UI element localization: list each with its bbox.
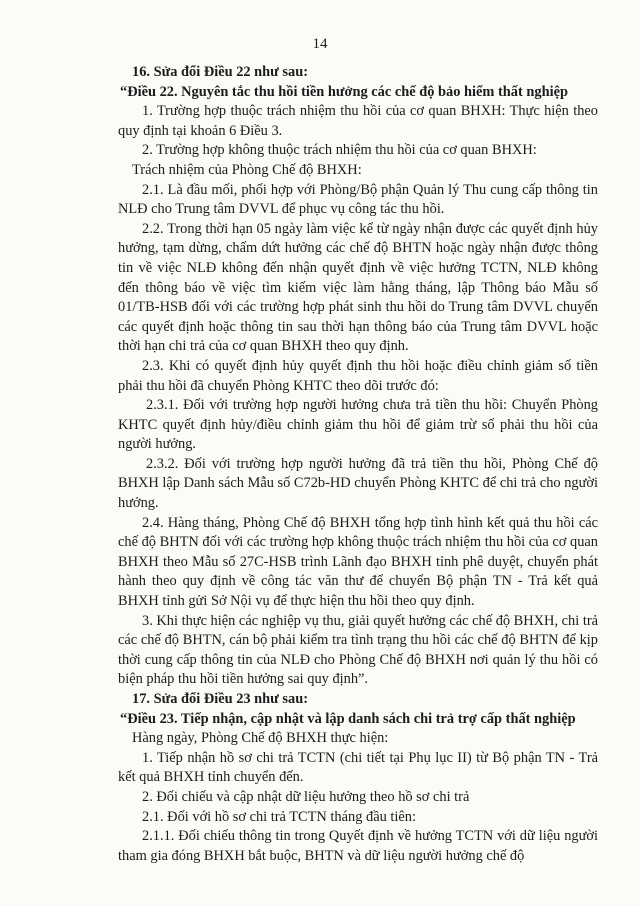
paragraph: 2. Trường hợp không thuộc trách nhiệm thu hồi của cơ quan BHXH: (142, 142, 537, 159)
article-22-title: “Điều 22. Nguyên tắc thu hồi tiền hưởng các chế độ bảo hiểm thất nghiệp (120, 83, 568, 100)
paragraph: 3. Khi thực hiện các nghiệp vụ thu, giải quyết hưởng các chế độ BHXH, chi trả các chế độ BHTN, cán bộ phải kiểm tra tình trạng thu hồi các chế độ BHTN để kịp thời cung cấp thông tin của NLĐ cho Phòng Chế độ BHXH nơi quản lý thu hồi có biện pháp thu hồi tiền hưởng sai quy định”. (118, 612, 599, 688)
paragraph: 2.1. Là đầu mối, phối hợp với Phòng/Bộ phận Quản lý Thu cung cấp thông tin NLĐ cho Trung tâm DVVL để phục vụ công tác thu hồi. (118, 181, 598, 218)
document-body (118, 63, 598, 866)
paragraph: 2.2. Trong thời hạn 05 ngày làm việc kể từ ngày nhận được các quyết định hủy hưởng, tạm dừng, chấm dứt hưởng các chế độ BHTN hoặc ngày nhận được thông tin về việc NLĐ không đến nhận quyết định về việc hưởng TCTN, NLĐ không đến thông báo về việc tìm kiếm việc làm hằng tháng, lập Thông báo Mẫu số 01/TB-HSB đối với các trường hợp phát sinh thu hồi do Trung tâm DVVL chuyển các quyết định hoặc thông tin sau thời hạn thông báo của Trung tâm DVVL hoặc thời hạn chi trả của cơ quan BHXH theo quy định. (118, 220, 598, 355)
paragraph: 2. Đối chiếu và cập nhật dữ liệu hưởng theo hồ sơ chi trả (142, 788, 470, 805)
section-17-heading: 17. Sửa đổi Điều 23 như sau: (132, 691, 309, 707)
paragraph: 1. Tiếp nhận hồ sơ chi trả TCTN (chi tiết tại Phụ lục II) từ Bộ phận TN - Trả kết quả BHXH tỉnh chuyển đến. (118, 749, 598, 786)
paragraph: Trách nhiệm của Phòng Chế độ BHXH: (132, 161, 362, 178)
paragraph: 2.3. Khi có quyết định hủy quyết định thu hồi hoặc điều chỉnh giảm số tiền phải thu hồi đã chuyển Phòng KHTC theo dõi trước đó: (118, 357, 598, 394)
paragraph: 1. Trường hợp thuộc trách nhiệm thu hồi của cơ quan BHXH: Thực hiện theo quy định tại khoản 6 Điều 3. (118, 103, 598, 139)
article-23-title: “Điều 23. Tiếp nhận, cập nhật và lập danh sách chi trả trợ cấp thất nghiệp (120, 710, 576, 727)
paragraph: 2.1. Đối với hồ sơ chi trả TCTN tháng đầu tiên: (142, 808, 416, 825)
page-number: 14 (312, 36, 328, 52)
paragraph: 2.4. Hàng tháng, Phòng Chế độ BHXH tổng hợp tình hình kết quả thu hồi các chế độ BHTN đối với các trường hợp không thuộc trách nhiệm thu hồi của cơ quan BHXH theo Mẫu số 27C-HSB trình Lãnh đạo BHXH tỉnh phê duyệt, chuyển phát hành theo quy định về công tác văn thư để chuyển Bộ phận TN - Trả kết quả BHXH tỉnh gửi Sở Nội vụ để thực hiện thu hồi theo quy định. (118, 514, 598, 610)
paragraph: Hàng ngày, Phòng Chế độ BHXH thực hiện: (132, 730, 389, 747)
paragraph: 2.1.1. Đối chiếu thông tin trong Quyết định về hưởng TCTN với dữ liệu người tham gia đóng BHXH bắt buộc, BHTN và dữ liệu người hưởng chế độ (118, 828, 598, 864)
paragraph: 2.3.2. Đối với trường hợp người hưởng đã trả tiền thu hồi, Phòng Chế độ BHXH lập Danh sách Mẫu số C72b-HD chuyển Phòng KHTC để chi trả cho người hưởng. (118, 455, 598, 512)
paragraph: 2.3.1. Đối với trường hợp người hưởng chưa trả tiền thu hồi: Chuyển Phòng KHTC quyết định hủy/điều chỉnh giảm thu hồi để giảm trừ số phải thu hồi của người hưởng. (118, 397, 598, 453)
section-16-heading: 16. Sửa đổi Điều 22 như sau: (132, 64, 309, 80)
